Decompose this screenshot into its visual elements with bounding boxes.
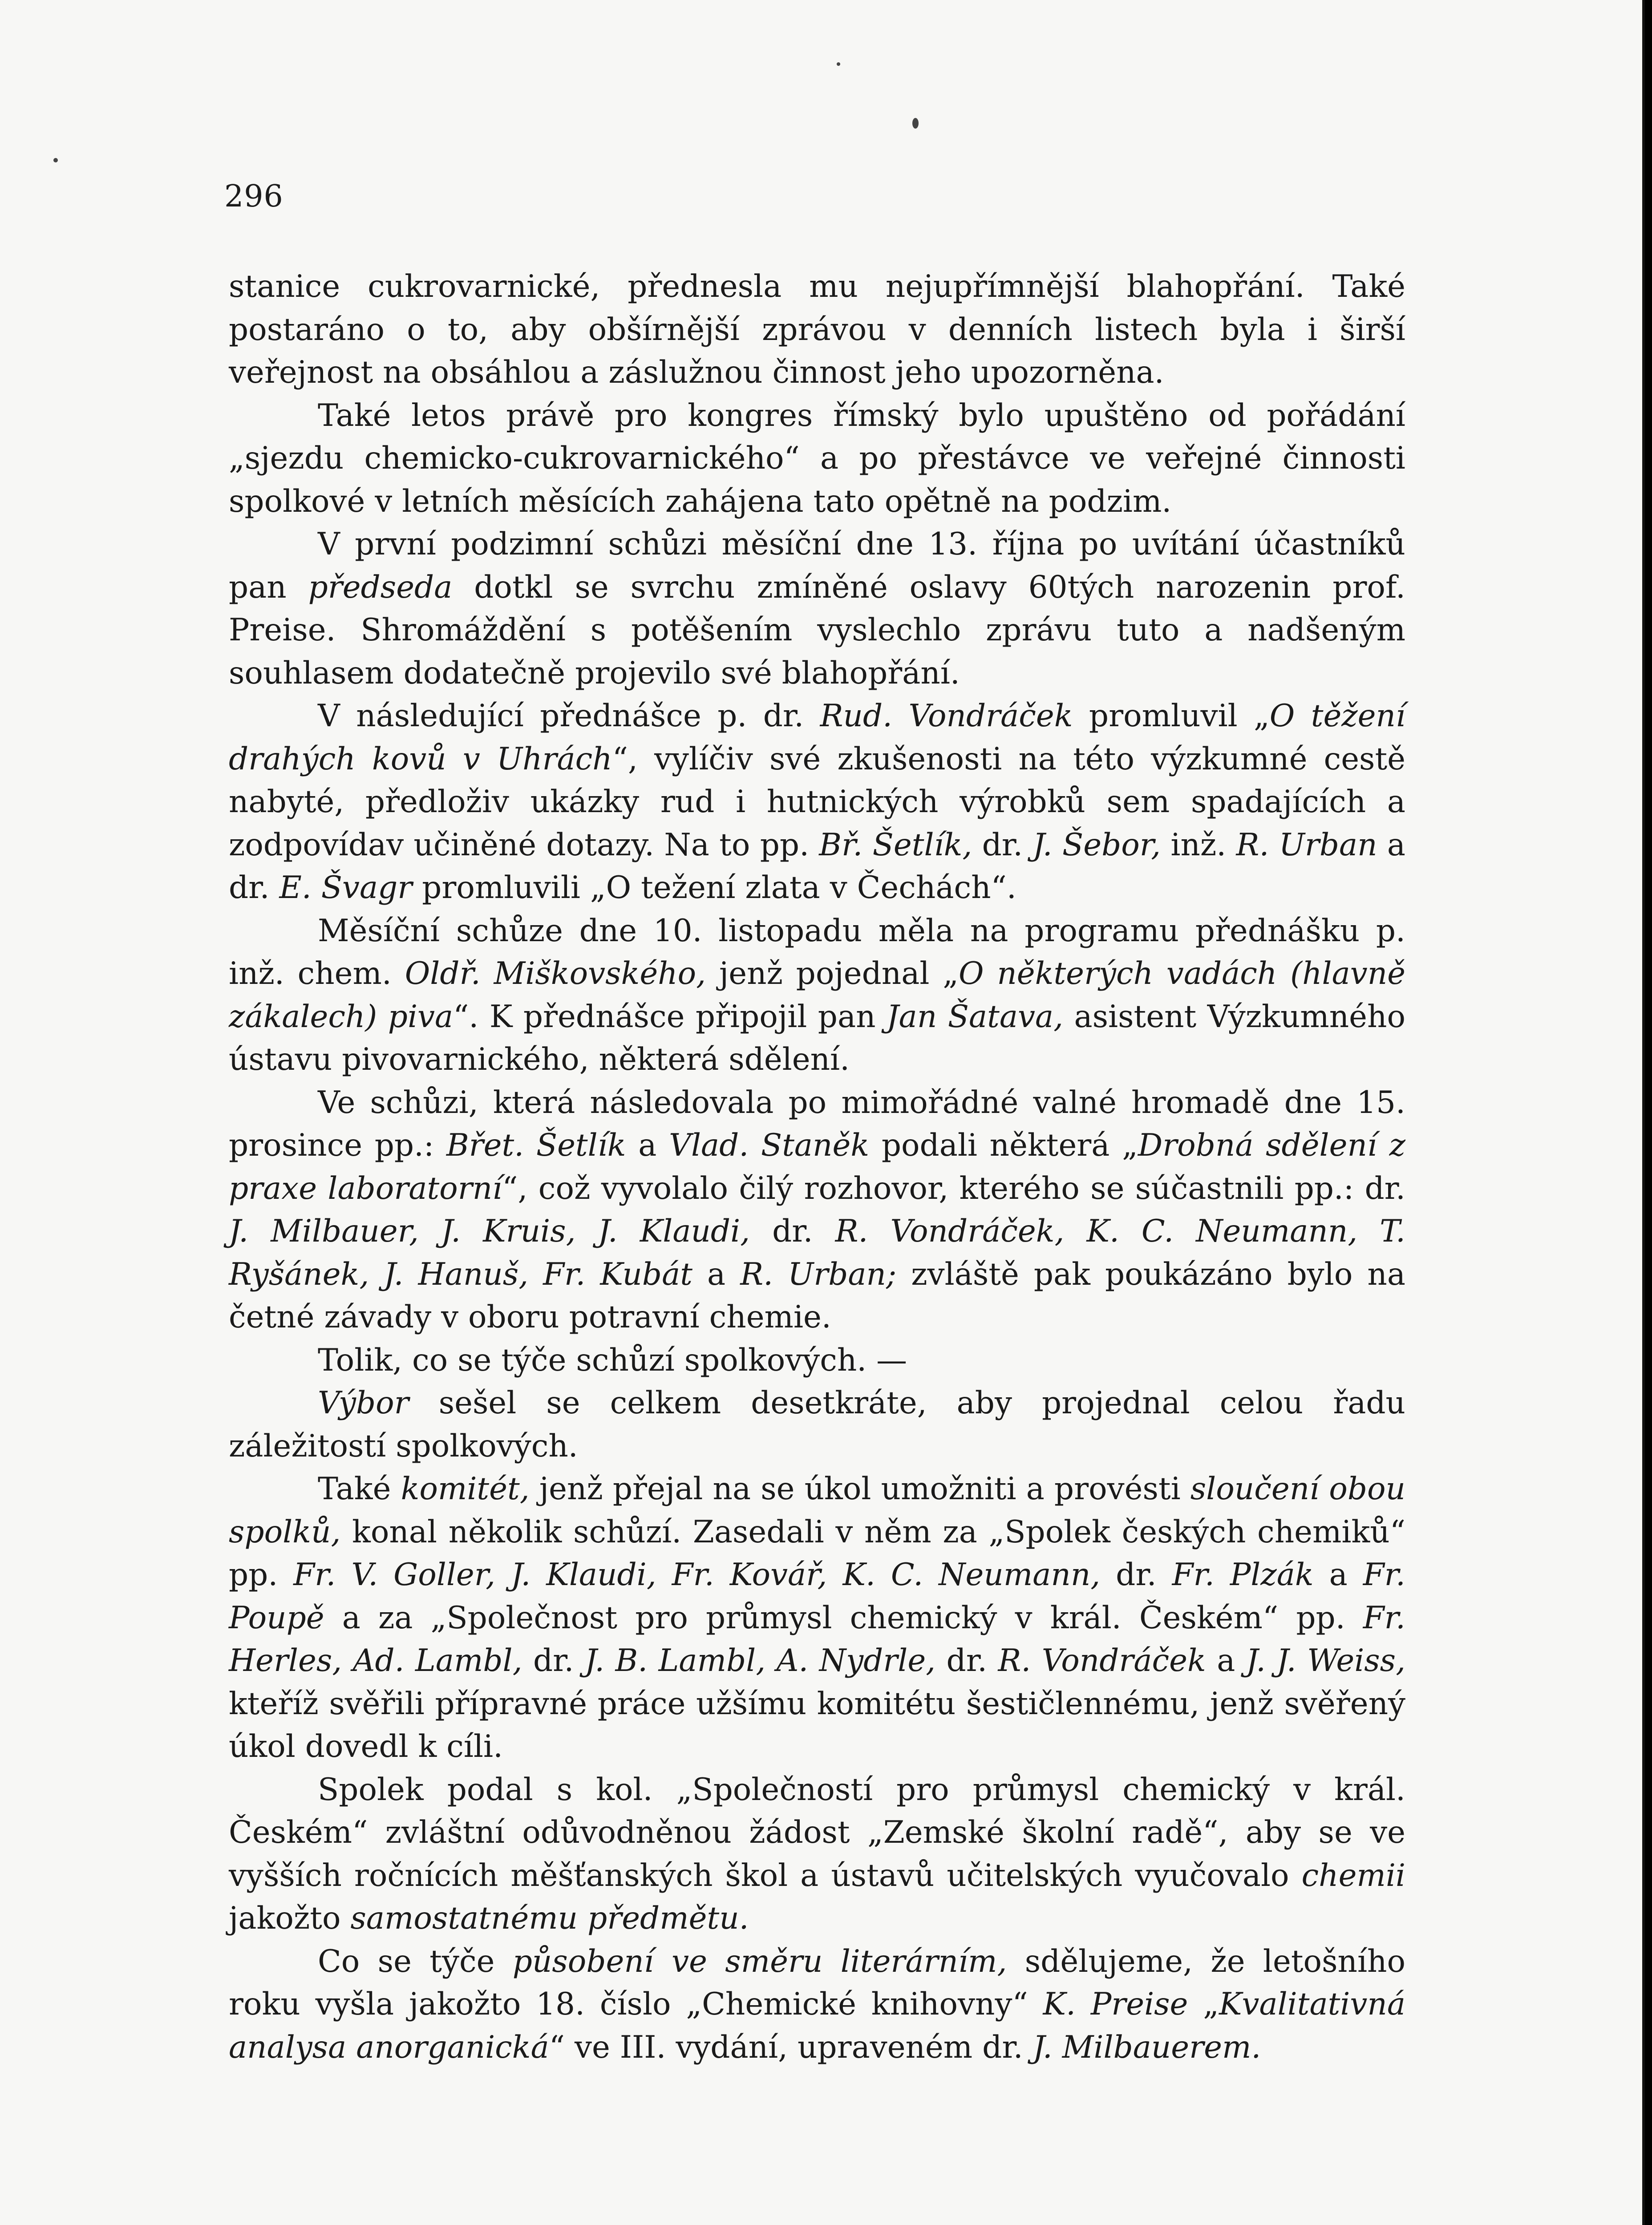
paragraph (229, 523, 1405, 695)
text-run: a (692, 1256, 741, 1292)
paragraph (229, 265, 1405, 394)
text-run: promluvil „ (1073, 698, 1270, 734)
italic-text: předseda (308, 569, 453, 605)
italic-text: R. Vondráček, K. C. Neumann, T. Ryšánek, J. Hanuš, Fr. Kubát (229, 1214, 1405, 1292)
italic-text: Oldř. Miškovského, (405, 956, 706, 991)
text-run: “ ve III. vydání, upraveném dr. (549, 2029, 1033, 2065)
paragraph (229, 910, 1405, 1081)
text-run: jenž pojednal „ (706, 956, 959, 991)
italic-text: J. Milbauerem. (1032, 2029, 1261, 2065)
italic-text: E. Švagr (279, 870, 413, 906)
italic-text: O některých vadách (hlavně zákalech) piva (229, 956, 1405, 1035)
paragraph (229, 1768, 1405, 1940)
text-run: inž. (1161, 827, 1236, 863)
text-run: “, vylíčiv své zkušenosti na této výzkumné cestě nabyté, předloživ ukázky rud i hutnických výrobků sem spadajících a zodpovídav učiněné dotazy. Na to pp. (229, 741, 1406, 863)
text-run: dr. (1100, 1557, 1172, 1593)
text-run: Měsíční schůze dne 10. listopadu měla na programu přednášku p. inž. chem. (229, 913, 1405, 991)
text-run: V první podzimní schůzi měsíční dne 13. října po uvítání účastníků pan (229, 526, 1405, 605)
italic-text: J. Šebor, (1032, 827, 1161, 863)
scan-speck (53, 158, 58, 162)
italic-text: Fr. Plzák (1172, 1557, 1314, 1593)
text-run: Také (318, 1471, 401, 1507)
italic-text: chemii (1301, 1857, 1405, 1893)
text-run: dr. (750, 1214, 835, 1249)
text-run: dr. (935, 1643, 998, 1679)
text-run: Ve schůzi, která následovala po mimořádné valné hromadě dne 15. prosince pp.: (229, 1084, 1405, 1163)
text-run: a (1313, 1557, 1363, 1593)
italic-text: působení ve směru literárním, (512, 1943, 1007, 1979)
paragraph (229, 1339, 1405, 1382)
italic-text: Fr. Poupě (229, 1557, 1405, 1636)
paragraph (229, 394, 1405, 523)
italic-text: samostatnému předmětu. (350, 1901, 749, 1936)
italic-text: Kvalitativná analysa anorganická (229, 1986, 1405, 2065)
italic-text: R. Vondráček (998, 1643, 1206, 1679)
text-run: a za „Společnost pro průmysl chemický v král. Českém“ pp. (324, 1600, 1363, 1636)
italic-text: Fr. Herles, Ad. Lambl, (229, 1600, 1405, 1679)
text-run: promluvili „O težení zlata v Čechách“. (412, 870, 1016, 906)
scan-speck (912, 118, 919, 129)
text-run: Co se týče (318, 1943, 513, 1979)
scan-speck (837, 62, 840, 66)
italic-text: Vlad. Staněk (669, 1128, 870, 1163)
text-run: jakožto (229, 1901, 351, 1936)
italic-text: Fr. V. Goller, J. Klaudi, Fr. Kovář, K. C. Neumann, (293, 1557, 1101, 1593)
paragraph (229, 1940, 1405, 2069)
text-run: „ (1188, 1986, 1219, 2022)
text-run: “, což vyvolalo čilý rozhovor, kterého se súčastnili pp.: dr. (502, 1170, 1405, 1206)
text-run: jenž přejal na se úkol umožniti a provésti (529, 1471, 1190, 1507)
italic-text: J. J. Weiss, (1246, 1643, 1406, 1679)
text-run: a (626, 1128, 669, 1163)
text-run: sešel se celkem desetkráte, aby projednal celou řadu záležitostí spolkových. (229, 1385, 1405, 1464)
italic-text: J. B. Lambl, A. Nydrle, (584, 1643, 936, 1679)
text-run: zvláště pak poukázáno bylo na četné závady v oboru potravní chemie. (229, 1256, 1405, 1335)
text-run: dr. (522, 1643, 585, 1679)
text-run: sdělujeme, že letošního roku vyšla jakožto 18. číslo „Chemické knihovny“ (229, 1943, 1405, 2022)
text-run: dotkl se svrchu zmíněné oslavy 60tých narozenin prof. Preise. Shromáždění s potěšením vyslechlo zprávu tuto a nadšeným souhlasem dodatečně projevilo své blahopřání. (229, 569, 1405, 691)
italic-text: R. Urban (1236, 827, 1377, 863)
text-run: Tolik, co se týče schůzí spolkových. — (318, 1342, 907, 1378)
italic-text: Drobná sdělení z praxe laboratorní (229, 1128, 1405, 1206)
italic-text: Rud. Vondráček (820, 698, 1073, 734)
paragraph (229, 1382, 1405, 1468)
text-run: Spolek podal s kol. „Společností pro průmysl chemický v král. Českém“ zvláštní odůvodněnou žádost „Zemské školní radě“, aby se ve vyšších ročnících měšťanských škol a ústavů učitelských vyučovalo (229, 1772, 1405, 1893)
page-number: 296 (224, 179, 283, 214)
paragraph (229, 1081, 1405, 1339)
paragraph (229, 1468, 1405, 1768)
scan-border (1645, 0, 1652, 2225)
text-run: stanice cukrovarnické, přednesla mu nejupřímnější blahopřání. Také postaráno o to, aby obšírnější zprávou v denních listech byla i širší veřejnost na obsáhlou a záslužnou činnost jeho upozorněna. (229, 269, 1405, 390)
text-run: a dr. (229, 827, 1406, 906)
text-run: dr. (972, 827, 1033, 863)
italic-text: komitét, (401, 1471, 530, 1507)
italic-text: K. Preise (1043, 1986, 1188, 2022)
text-run: Také letos právě pro kongres římský bylo upuštěno od pořádání „sjezdu chemicko-cukrovarnického“ a po přestávce ve veřejné činnosti spolkové v letních měsících zahájena tato opětně na podzim. (229, 397, 1405, 519)
text-run: a (1206, 1643, 1246, 1679)
italic-text: sloučení obou spolků, (229, 1471, 1406, 1550)
text-run: V následující přednášce p. dr. (318, 698, 820, 734)
text-run: kteříž svěřili přípravné práce užšímu komitétu šestičlennému, jenž svěřený úkol dovedl k cíli. (229, 1686, 1405, 1764)
text-run: “. K přednášce připojil pan (453, 999, 887, 1035)
body-text (229, 265, 1405, 2069)
italic-text: Výbor (318, 1385, 409, 1421)
paragraph (229, 695, 1405, 910)
italic-text: R. Urban; (740, 1256, 897, 1292)
italic-text: Jan Šatava, (887, 999, 1064, 1035)
italic-text: Bř. Šetlík, (819, 827, 972, 863)
text-run: podali některá „ (869, 1128, 1138, 1163)
italic-text: O těžení drahých kovů v Uhrách (229, 698, 1405, 777)
text-run: asistent Výzkumného ústavu pivovarnického, některá sdělení. (229, 999, 1405, 1077)
text-run: konal několik schůzí. Zasedali v něm za „Spolek českých chemiků“ pp. (229, 1514, 1405, 1593)
italic-text: J. Milbauer, J. Kruis, J. Klaudi, (229, 1214, 750, 1249)
italic-text: Břet. Šetlík (446, 1128, 626, 1163)
